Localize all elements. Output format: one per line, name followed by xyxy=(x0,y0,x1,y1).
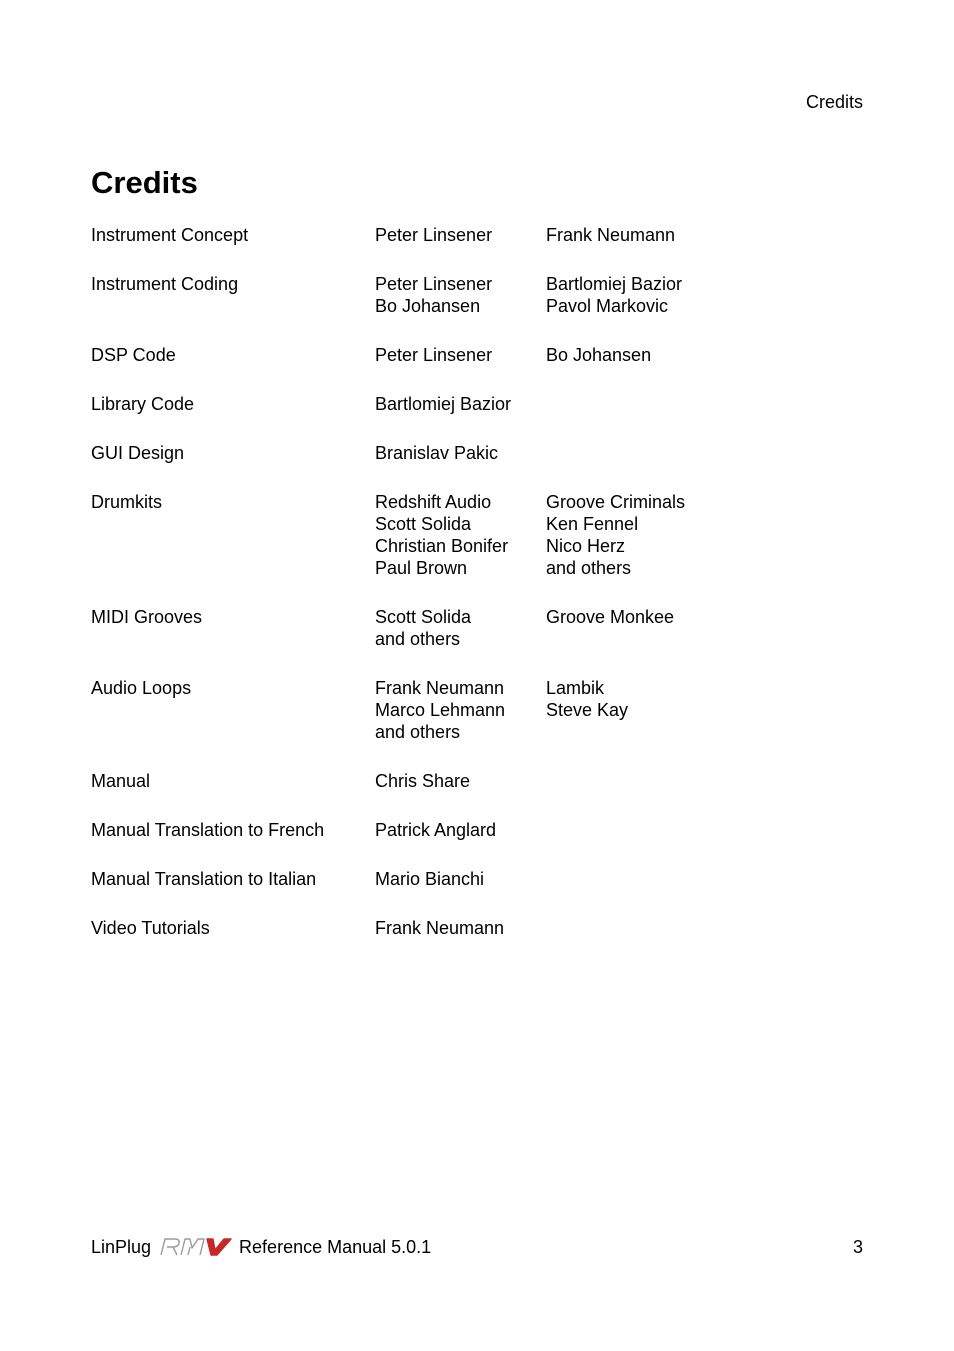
credit-names-col2 xyxy=(546,770,871,792)
credit-row xyxy=(91,868,871,890)
credit-names-col1 xyxy=(375,491,546,579)
credit-name: Mario Bianchi xyxy=(375,869,485,889)
credit-names-col2 xyxy=(546,344,871,366)
credit-row xyxy=(91,491,871,579)
credit-name: Marco Lehmann xyxy=(375,700,506,720)
credit-names-col1 xyxy=(375,917,546,939)
credit-names-col2 xyxy=(546,868,871,890)
credit-names-col1 xyxy=(375,442,546,464)
rmv-logo-icon xyxy=(157,1236,233,1258)
credit-row xyxy=(91,393,871,415)
credit-name: Christian Bonifer xyxy=(375,536,509,556)
credit-role: Library Code xyxy=(91,394,195,414)
credit-row xyxy=(91,917,871,939)
credit-name: Peter Linsener xyxy=(375,345,493,365)
credit-name: Steve Kay xyxy=(546,700,629,720)
credit-names-col1 xyxy=(375,677,546,743)
footer-manual-title: Reference Manual 5.0.1 xyxy=(239,1237,432,1257)
credit-names-col1 xyxy=(375,224,546,246)
credit-name: Frank Neumann xyxy=(375,918,505,938)
credit-names-col1 xyxy=(375,606,546,650)
credit-names-col1 xyxy=(375,868,546,890)
footer-brand: LinPlug xyxy=(91,1237,152,1257)
credit-name: Nico Herz xyxy=(546,536,626,556)
credit-names-col1 xyxy=(375,819,546,841)
credit-name: Branislav Pakic xyxy=(375,443,499,463)
page-title: Credits xyxy=(91,165,198,200)
credit-names-col2 xyxy=(546,677,871,743)
credit-name: Bo Johansen xyxy=(375,296,481,316)
credit-row xyxy=(91,442,871,464)
credit-names-col2 xyxy=(546,273,871,317)
credit-name: Bo Johansen xyxy=(546,345,652,365)
credit-role: Audio Loops xyxy=(91,678,192,698)
page-number: 3 xyxy=(852,1237,863,1257)
credit-name: and others xyxy=(546,558,632,578)
credit-role: Manual Translation to French xyxy=(91,820,325,840)
credit-role: Instrument Concept xyxy=(91,225,249,245)
running-header: Credits xyxy=(805,92,863,112)
credit-role: Manual Translation to Italian xyxy=(91,869,317,889)
credit-name: Bartlomiej Bazior xyxy=(546,274,683,294)
credit-role: DSP Code xyxy=(91,345,176,365)
credit-role: Video Tutorials xyxy=(91,918,210,938)
credit-name: and others xyxy=(375,722,461,742)
credit-row xyxy=(91,606,871,650)
credit-role: Drumkits xyxy=(91,492,162,512)
credit-name: Frank Neumann xyxy=(375,678,505,698)
credit-row xyxy=(91,677,871,743)
credit-name: Scott Solida xyxy=(375,607,472,627)
rmv-logo xyxy=(157,1236,233,1258)
credit-row xyxy=(91,344,871,366)
credit-names-col1 xyxy=(375,770,546,792)
credit-names-col1 xyxy=(375,273,546,317)
credit-name: Bartlomiej Bazior xyxy=(375,394,512,414)
credit-names-col2 xyxy=(546,606,871,650)
credit-name: Groove Monkee xyxy=(546,607,675,627)
credit-name: Peter Linsener xyxy=(375,225,493,245)
credit-name: Patrick Anglard xyxy=(375,820,497,840)
credit-name: Ken Fennel xyxy=(546,514,639,534)
credit-names-col2 xyxy=(546,917,871,939)
credit-name: and others xyxy=(375,629,461,649)
credit-role: MIDI Grooves xyxy=(91,607,203,627)
credit-name: Frank Neumann xyxy=(546,225,676,245)
credit-names-col2 xyxy=(546,819,871,841)
credit-names-col2 xyxy=(546,442,871,464)
footer-left xyxy=(91,1236,431,1258)
credit-name: Paul Brown xyxy=(375,558,468,578)
credit-names-col2 xyxy=(546,224,871,246)
credits-list xyxy=(91,224,871,966)
credit-name: Scott Solida xyxy=(375,514,472,534)
credit-names-col2 xyxy=(546,491,871,579)
credit-row xyxy=(91,273,871,317)
credit-names-col1 xyxy=(375,393,546,415)
credit-name: Chris Share xyxy=(375,771,471,791)
credit-role: GUI Design xyxy=(91,443,185,463)
credit-name: Peter Linsener xyxy=(375,274,493,294)
credit-role: Instrument Coding xyxy=(91,274,239,294)
credit-names-col2 xyxy=(546,393,871,415)
credit-name: Redshift Audio xyxy=(375,492,492,512)
credit-name: Lambik xyxy=(546,678,605,698)
credit-name: Pavol Markovic xyxy=(546,296,669,316)
page-footer xyxy=(91,1236,863,1258)
credit-names-col1 xyxy=(375,344,546,366)
credit-role: Manual xyxy=(91,771,151,791)
credit-row xyxy=(91,819,871,841)
credit-row xyxy=(91,224,871,246)
credit-row xyxy=(91,770,871,792)
credit-name: Groove Criminals xyxy=(546,492,686,512)
